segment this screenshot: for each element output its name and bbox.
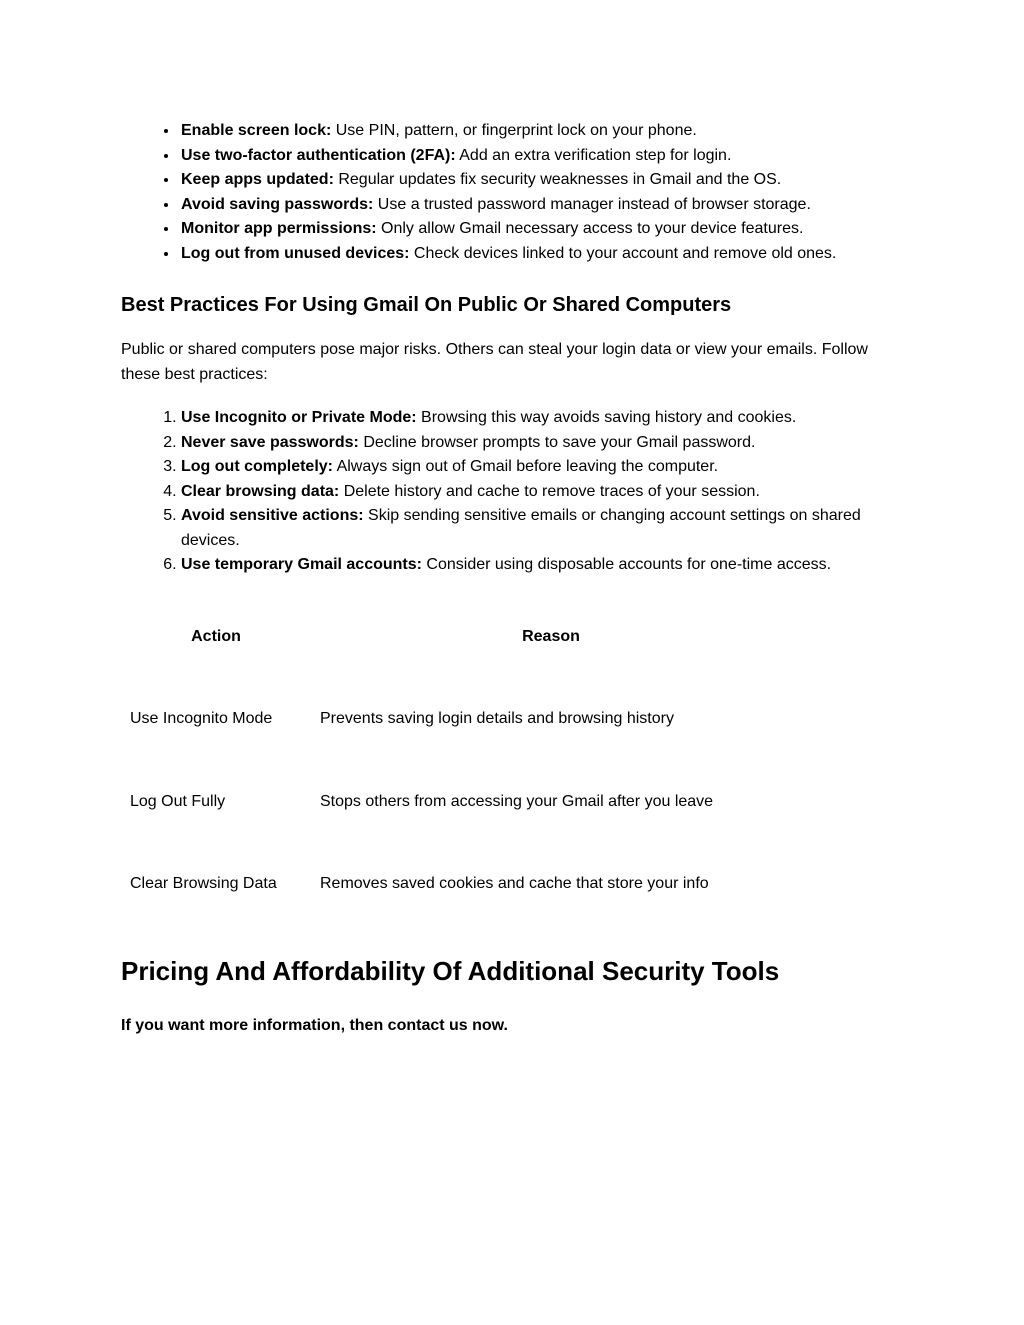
table-header-row	[121, 598, 791, 679]
table-cell-action: Log Out Fully	[130, 792, 226, 810]
step-text: Delete history and cache to remove traces of your session.	[339, 482, 760, 500]
security-tips-list	[121, 119, 904, 266]
step-label: Never save passwords:	[181, 433, 359, 451]
list-item	[181, 406, 904, 431]
table-cell-reason: Prevents saving login details and browsing history	[320, 710, 674, 727]
tip-text: Regular updates fix security weaknesses in Gmail and the OS.	[333, 171, 782, 188]
intro-paragraph: Public or shared computers pose major risks. Others can steal your login data or view your emails. Follow these best practices:	[121, 341, 868, 383]
tip-label: Log out from unused devices:	[181, 244, 410, 262]
table-row	[121, 843, 791, 926]
action-reason-table	[121, 598, 791, 926]
list-item	[179, 242, 904, 267]
list-item	[181, 504, 904, 553]
list-item	[179, 119, 904, 144]
cta-text: If you want more information, then contact us now.	[121, 1016, 508, 1034]
list-item	[179, 144, 904, 169]
tip-label: Enable screen lock:	[181, 122, 332, 139]
table-header-action: Action	[191, 627, 241, 645]
table-row	[121, 761, 791, 844]
tip-label: Monitor app permissions:	[181, 220, 377, 237]
tip-label: Avoid saving passwords:	[181, 195, 374, 213]
tip-text: Use a trusted password manager instead of browser storage.	[373, 195, 811, 213]
list-item	[181, 455, 904, 480]
tip-text: Use PIN, pattern, or fingerprint lock on your phone.	[331, 122, 697, 139]
list-item	[181, 480, 904, 505]
tip-label: Use two-factor authentication (2FA):	[181, 146, 456, 164]
step-label: Avoid sensitive actions:	[181, 507, 364, 524]
step-text: Always sign out of Gmail before leaving the computer.	[333, 458, 719, 475]
tip-label: Keep apps updated:	[181, 171, 334, 188]
table-cell-action: Use Incognito Mode	[130, 710, 273, 727]
step-label: Use Incognito or Private Mode:	[181, 409, 417, 426]
best-practices-list	[121, 406, 904, 578]
list-item	[181, 431, 904, 456]
step-text: Browsing this way avoids saving history and cookies.	[416, 409, 797, 426]
tip-text: Check devices linked to your account and remove old ones.	[409, 244, 837, 262]
step-text: Skip sending sensitive emails or changing account settings on shared devices.	[181, 507, 861, 549]
table-cell-reason: Removes saved cookies and cache that store your info	[320, 875, 709, 892]
step-text: Consider using disposable accounts for one-time access.	[421, 556, 832, 573]
step-label: Clear browsing data:	[181, 482, 340, 500]
list-item	[179, 168, 904, 193]
step-text: Decline browser prompts to save your Gmail password.	[358, 433, 756, 451]
list-item	[179, 193, 904, 218]
table-header-reason: Reason	[522, 627, 580, 645]
tip-text: Only allow Gmail necessary access to your device features.	[376, 220, 804, 237]
list-item	[181, 553, 904, 578]
table-cell-action: Clear Browsing Data	[130, 875, 277, 892]
list-item	[179, 217, 904, 242]
step-label: Use temporary Gmail accounts:	[181, 556, 422, 573]
table-row	[121, 678, 791, 761]
table-cell-reason: Stops others from accessing your Gmail after you leave	[320, 792, 714, 810]
page-title: Pricing And Affordability Of Additional Security Tools	[121, 955, 780, 986]
section-heading: Best Practices For Using Gmail On Public Or Shared Computers	[121, 294, 732, 316]
tip-text: Add an extra verification step for login.	[455, 146, 732, 164]
step-label: Log out completely:	[181, 458, 333, 475]
